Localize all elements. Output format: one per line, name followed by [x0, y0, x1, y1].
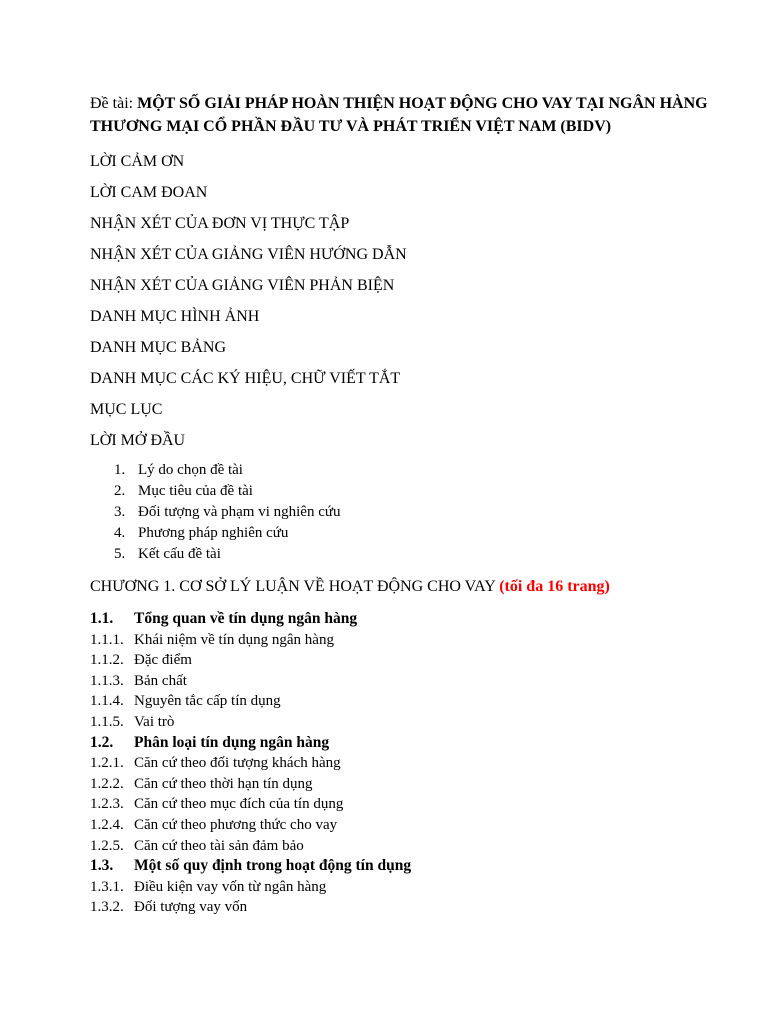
list-item-number: 5. — [114, 546, 126, 562]
list-item-text: Mục tiêu của đề tài — [138, 483, 253, 499]
toc-text: Điều kiện vay vốn từ ngân hàng — [134, 878, 327, 895]
front-matter-item: NHẬN XÉT CỦA GIẢNG VIÊN PHẢN BIỆN — [90, 277, 395, 294]
list-item-number: 1. — [114, 462, 126, 478]
toc-text: Căn cứ theo đối tượng khách hàng — [134, 755, 341, 772]
document-page — [90, 92, 730, 918]
list-item-text: Phương pháp nghiên cứu — [138, 525, 289, 541]
toc-subsection-row — [90, 794, 730, 815]
front-matter-item: NHẬN XÉT CỦA GIẢNG VIÊN HƯỚNG DẪN — [90, 246, 407, 263]
toc-number: 1.1.3. — [90, 672, 124, 689]
toc-number: 1.1.4. — [90, 693, 124, 710]
toc-number: 1.2. — [90, 733, 114, 751]
toc-subsection-row — [90, 897, 730, 918]
toc-text: Đặc điểm — [134, 652, 192, 669]
toc-section-row — [90, 609, 730, 630]
front-matter-item: LỜI MỞ ĐẦU — [90, 432, 186, 449]
toc-text: Căn cứ theo phương thức cho vay — [134, 816, 338, 833]
toc-section-row — [90, 733, 730, 754]
toc-subsection-row — [90, 712, 730, 733]
chapter-page-limit-note: (tối đa 16 trang) — [499, 578, 610, 595]
toc-subsection-row — [90, 774, 730, 795]
list-item-text: Lý do chọn đề tài — [138, 462, 243, 478]
toc-number: 1.2.5. — [90, 837, 124, 854]
chapter-heading — [90, 577, 730, 597]
toc-text: Căn cứ theo thời hạn tín dụng — [134, 775, 313, 792]
list-item-number: 2. — [114, 483, 126, 499]
toc-subsection-row — [90, 753, 730, 774]
toc-number: 1.3.2. — [90, 899, 124, 916]
toc-text: Khái niệm về tín dụng ngân hàng — [134, 631, 334, 648]
toc-number: 1.1.2. — [90, 652, 124, 669]
toc-text: Nguyên tắc cấp tín dụng — [134, 693, 281, 710]
toc-text: Căn cứ theo tài sản đảm bảo — [134, 837, 304, 854]
title-text: MỘT SỐ GIẢI PHÁP HOÀN THIỆN HOẠT ĐỘNG CHO VAY TẠI NGÂN HÀNG THƯƠNG MẠI CỔ PHẦN ĐẦU TƯ VÀ PHÁT TRIỂN VIỆT NAM (BIDV) — [90, 95, 708, 135]
front-matter-item: DANH MỤC CÁC KÝ HIỆU, CHỮ VIẾT TẮT — [90, 370, 401, 387]
front-matter-list — [90, 152, 730, 451]
front-matter-item: LỜI CẢM ƠN — [90, 153, 185, 170]
title-prefix: Đề tài: — [90, 95, 138, 112]
toc-number: 1.1.5. — [90, 713, 124, 730]
list-item-number: 4. — [114, 525, 126, 541]
list-item — [114, 523, 730, 544]
toc-subsection-row — [90, 691, 730, 712]
front-matter-item: DANH MỤC HÌNH ẢNH — [90, 308, 260, 325]
toc-subsection-row — [90, 671, 730, 692]
list-item-text: Kết cấu đề tài — [138, 546, 221, 562]
chapter-title: CHƯƠNG 1. CƠ SỞ LÝ LUẬN VỀ HOẠT ĐỘNG CHO VAY — [90, 578, 500, 595]
toc-number: 1.2.3. — [90, 796, 124, 813]
document-title — [90, 92, 730, 138]
intro-numbered-list — [90, 460, 730, 565]
list-item-text: Đối tượng và phạm vi nghiên cứu — [138, 504, 341, 520]
toc-text: Bản chất — [134, 672, 187, 689]
list-item — [114, 544, 730, 565]
toc-subsection-row — [90, 650, 730, 671]
front-matter-item: NHẬN XÉT CỦA ĐƠN VỊ THỰC TẬP — [90, 215, 350, 232]
toc-text: Tổng quan về tín dụng ngân hàng — [134, 610, 358, 627]
toc-number: 1.2.2. — [90, 775, 124, 792]
toc-text: Vai trò — [134, 713, 175, 730]
list-item — [114, 481, 730, 502]
front-matter-item: LỜI CAM ĐOAN — [90, 184, 208, 201]
toc-number: 1.1. — [90, 610, 114, 627]
list-item-number: 3. — [114, 504, 126, 520]
toc-number: 1.3. — [90, 857, 114, 875]
toc-subsection-row — [90, 877, 730, 898]
toc-number: 1.2.4. — [90, 816, 124, 833]
toc-subsection-row — [90, 815, 730, 836]
front-matter-item: DANH MỤC BẢNG — [90, 339, 227, 356]
toc-subsection-row — [90, 630, 730, 651]
toc-text: Đối tượng vay vốn — [134, 899, 248, 916]
toc-number: 1.1.1. — [90, 631, 124, 648]
toc-text: Một số quy định trong hoạt động tín dụng — [134, 857, 412, 875]
toc-section-row — [90, 856, 730, 877]
toc-number: 1.2.1. — [90, 755, 124, 772]
list-item — [114, 502, 730, 523]
toc-text: Phân loại tín dụng ngân hàng — [134, 733, 330, 751]
list-item — [114, 460, 730, 481]
front-matter-item: MỤC LỤC — [90, 401, 163, 418]
toc-text: Căn cứ theo mục đích của tín dụng — [134, 796, 344, 813]
table-of-contents — [90, 609, 730, 918]
toc-subsection-row — [90, 836, 730, 857]
toc-number: 1.3.1. — [90, 878, 124, 895]
